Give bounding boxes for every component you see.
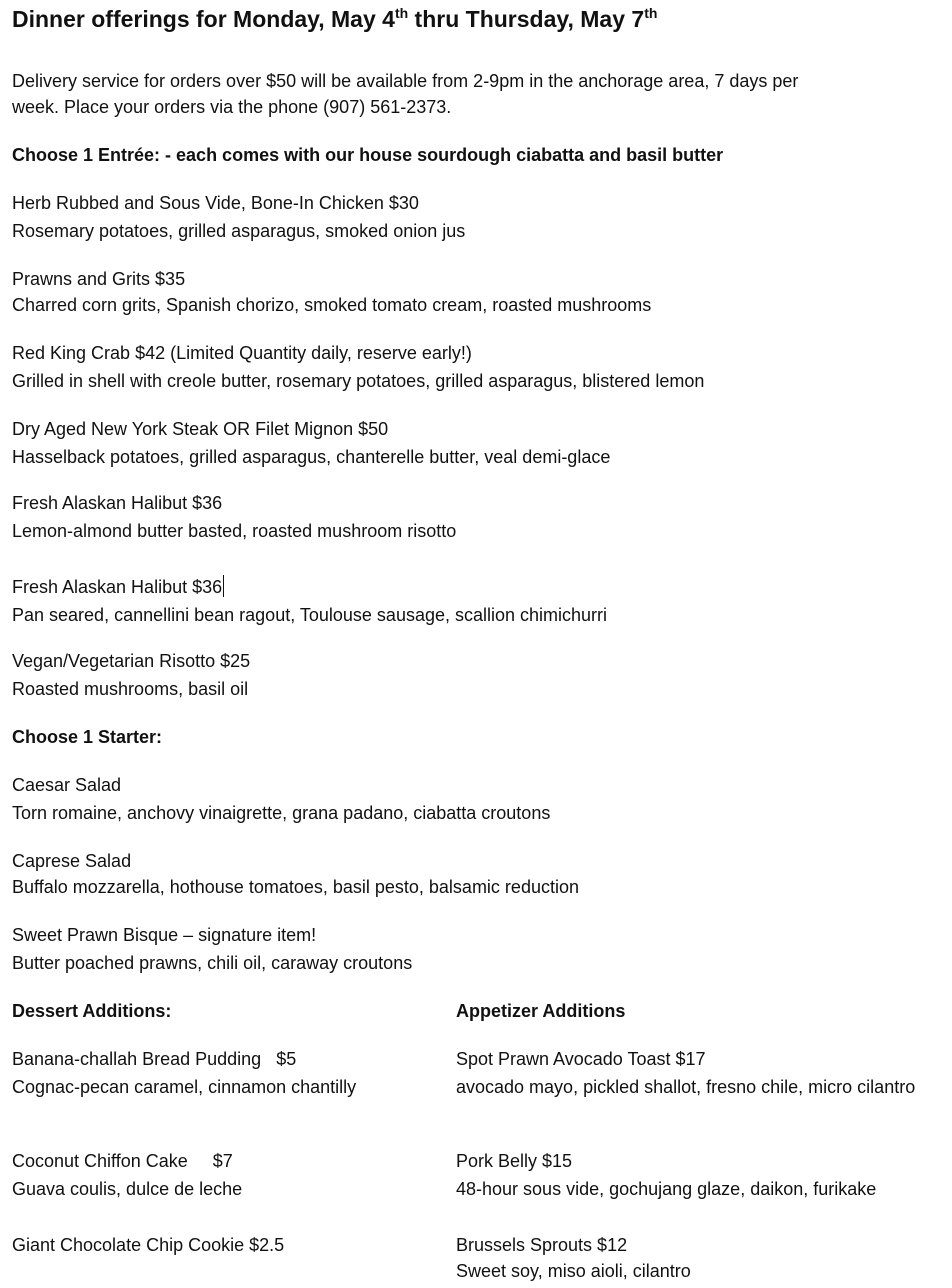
starter-name: Caprese Salad — [12, 851, 132, 871]
dessert-desc: Guava coulis, dulce de leche — [12, 1179, 243, 1199]
starter-name: Sweet Prawn Bisque – signature item! — [12, 925, 317, 945]
dessert-name: Banana-challah Bread Pudding $5 — [12, 1049, 297, 1069]
appetizer-name: Brussels Sprouts $12 — [456, 1235, 628, 1255]
entree-desc: Pan seared, cannellini bean ragout, Toulouse sausage, scallion chimichurri — [12, 605, 608, 625]
entree-name: Dry Aged New York Steak OR Filet Mignon $50 — [12, 419, 389, 439]
appetizer-desc: avocado mayo, pickled shallot, fresno chile, micro cilantro — [456, 1077, 916, 1097]
starter-desc: Torn romaine, anchovy vinaigrette, grana padano, ciabatta croutons — [12, 803, 551, 823]
appetizer-heading: Appetizer Additions — [456, 1001, 626, 1021]
entree-name-with-cursor[interactable] — [12, 574, 224, 600]
appetizer-name: Pork Belly $15 — [456, 1151, 573, 1171]
intro-line-2: week. Place your orders via the phone (907) 561-2373. — [12, 97, 452, 117]
entree-name: Fresh Alaskan Halibut $36 — [12, 493, 223, 513]
entree-desc: Grilled in shell with creole butter, rosemary potatoes, grilled asparagus, blistered lemon — [12, 371, 705, 391]
page-title: Dinner offerings for Monday, May 4th thru Thursday, May 7th — [12, 5, 658, 32]
starter-name: Caesar Salad — [12, 775, 122, 795]
appetizer-desc: Sweet soy, miso aioli, cilantro — [456, 1261, 691, 1281]
starter-desc: Butter poached prawns, chili oil, caraway croutons — [12, 953, 413, 973]
entree-name: Prawns and Grits $35 — [12, 269, 186, 289]
starter-desc: Buffalo mozzarella, hothouse tomatoes, basil pesto, balsamic reduction — [12, 877, 579, 897]
entree-desc: Charred corn grits, Spanish chorizo, smoked tomato cream, roasted mushrooms — [12, 295, 652, 315]
entree-desc: Lemon-almond butter basted, roasted mushroom risotto — [12, 521, 457, 541]
dessert-name: Giant Chocolate Chip Cookie $2.5 — [12, 1235, 285, 1255]
entree-desc: Roasted mushrooms, basil oil — [12, 679, 249, 699]
appetizer-name: Spot Prawn Avocado Toast $17 — [456, 1049, 706, 1069]
entree-desc: Rosemary potatoes, grilled asparagus, smoked onion jus — [12, 221, 466, 241]
dessert-heading: Dessert Additions: — [12, 1001, 172, 1021]
dessert-name: Coconut Chiffon Cake $7 — [12, 1151, 233, 1171]
entree-heading: Choose 1 Entrée: - each comes with our house sourdough ciabatta and basil butter — [12, 145, 724, 165]
intro-line-1: Delivery service for orders over $50 will be available from 2-9pm in the anchorage area, 7 days per — [12, 71, 799, 91]
entree-name: Vegan/Vegetarian Risotto $25 — [12, 651, 251, 671]
entree-desc: Hasselback potatoes, grilled asparagus, chanterelle butter, veal demi-glace — [12, 447, 611, 467]
entree-name: Fresh Alaskan Halibut $36 — [12, 577, 223, 597]
entree-name: Herb Rubbed and Sous Vide, Bone-In Chicken $30 — [12, 193, 419, 213]
entree-name: Red King Crab $42 (Limited Quantity daily, reserve early!) — [12, 343, 472, 363]
text-cursor — [223, 575, 224, 597]
starter-heading: Choose 1 Starter: — [12, 727, 163, 747]
appetizer-desc: 48-hour sous vide, gochujang glaze, daikon, furikake — [456, 1179, 877, 1199]
dessert-desc: Cognac-pecan caramel, cinnamon chantilly — [12, 1077, 357, 1097]
